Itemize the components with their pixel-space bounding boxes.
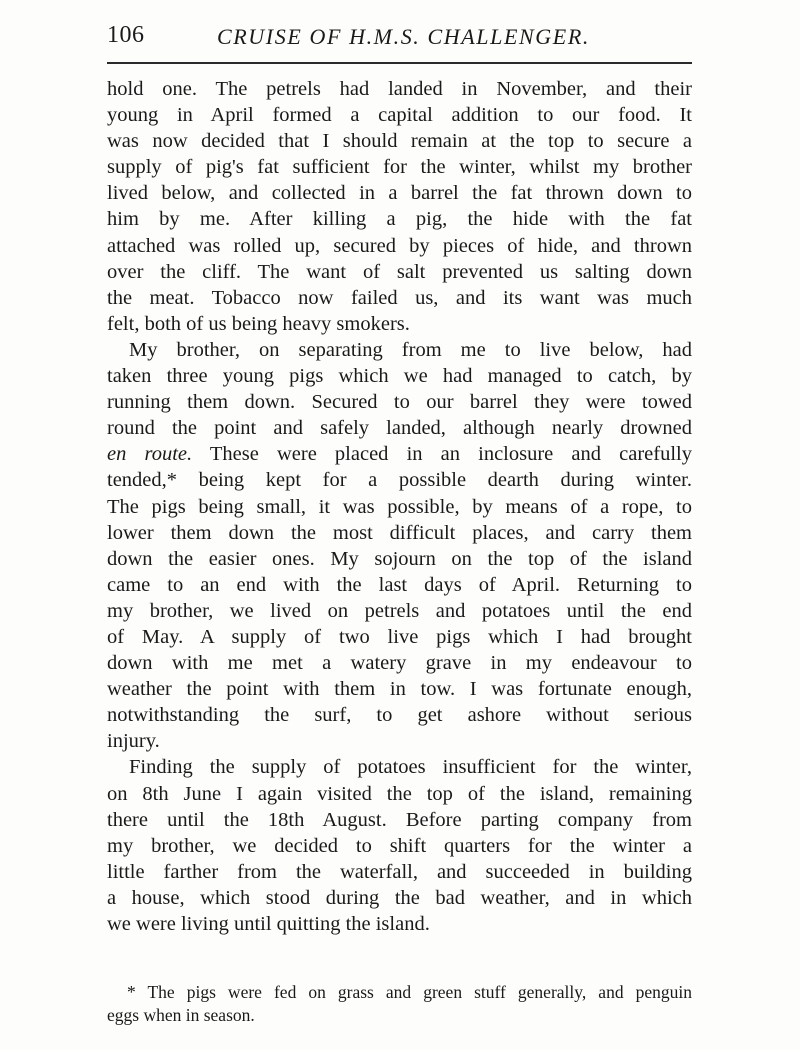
- text-line: down with me met a watery grave in my endeavour to: [107, 652, 692, 675]
- text-line: down the easier ones. My sojourn on the top of the island: [107, 547, 692, 570]
- text-line: a house, which stood during the bad weather, and in which: [107, 886, 692, 909]
- running-title: CRUISE OF H.M.S. CHALLENGER.: [217, 24, 590, 49]
- paragraph-end-line: injury.: [107, 730, 160, 753]
- text-line-italic-phrase: en route. These were placed in an inclosure and carefully: [107, 443, 692, 466]
- text-line: came to an end with the last days of April. Returning to: [107, 573, 692, 596]
- text-line: round the point and safely landed, although nearly drowned: [107, 417, 692, 440]
- text-line: my brother, we decided to shift quarters for the winter a: [107, 834, 692, 857]
- text-line: The pigs being small, it was possible, by means of a rope, to: [107, 495, 692, 518]
- page-number: 106: [107, 22, 145, 48]
- text-line: attached was rolled up, secured by pieces of hide, and thrown: [107, 234, 692, 257]
- text-line: supply of pig's fat sufficient for the winter, whilst my brother: [107, 156, 692, 179]
- text-line: hold one. The petrels had landed in November, and their: [107, 78, 692, 100]
- italic-phrase: en route.: [107, 443, 193, 466]
- text-line: lower them down the most difficult places, and carry them: [107, 521, 692, 544]
- paragraph-end-line: we were living until quitting the island.: [107, 913, 430, 935]
- paragraph-start-line: Finding the supply of potatoes insufficient for the winter,: [129, 756, 692, 779]
- running-head: [107, 22, 692, 54]
- text-line: little farther from the waterfall, and succeeded in building: [107, 860, 692, 883]
- header-rule: [107, 62, 692, 64]
- text-line: of May. A supply of two live pigs which I had brought: [107, 625, 692, 648]
- text-line: weather the point with them in tow. I was fortunate enough,: [107, 678, 692, 701]
- footnote-line: eggs when in season.: [107, 1005, 255, 1025]
- text-line: the meat. Tobacco now failed us, and its want was much: [107, 286, 692, 309]
- text-line: there until the 18th August. Before parting company from: [107, 808, 692, 831]
- text-line: was now decided that I should remain at the top to secure a: [107, 130, 692, 153]
- text-line: young in April formed a capital addition to our food. It: [107, 104, 692, 127]
- paragraph-end-line: felt, both of us being heavy smokers.: [107, 312, 410, 335]
- text-line: taken three young pigs which we had managed to catch, by: [107, 365, 692, 388]
- text-line: tended,* being kept for a possible dearth during winter.: [107, 469, 692, 492]
- text-line: lived below, and collected in a barrel the fat thrown down to: [107, 182, 692, 205]
- text-line: my brother, we lived on petrels and potatoes until the end: [107, 599, 692, 622]
- text-line: notwithstanding the surf, to get ashore without serious: [107, 704, 692, 727]
- body-text: [107, 76, 692, 937]
- footnote: [107, 981, 692, 1027]
- text-line: running them down. Secured to our barrel they were towed: [107, 391, 692, 414]
- footnote-line: * The pigs were fed on grass and green stuff generally, and penguin: [127, 982, 692, 1002]
- text-line: him by me. After killing a pig, the hide with the fat: [107, 208, 692, 231]
- text-line: on 8th June I again visited the top of the island, remaining: [107, 782, 692, 805]
- text-line: over the cliff. The want of salt prevented us salting down: [107, 260, 692, 283]
- paragraph-start-line: My brother, on separating from me to live below, had: [129, 338, 692, 361]
